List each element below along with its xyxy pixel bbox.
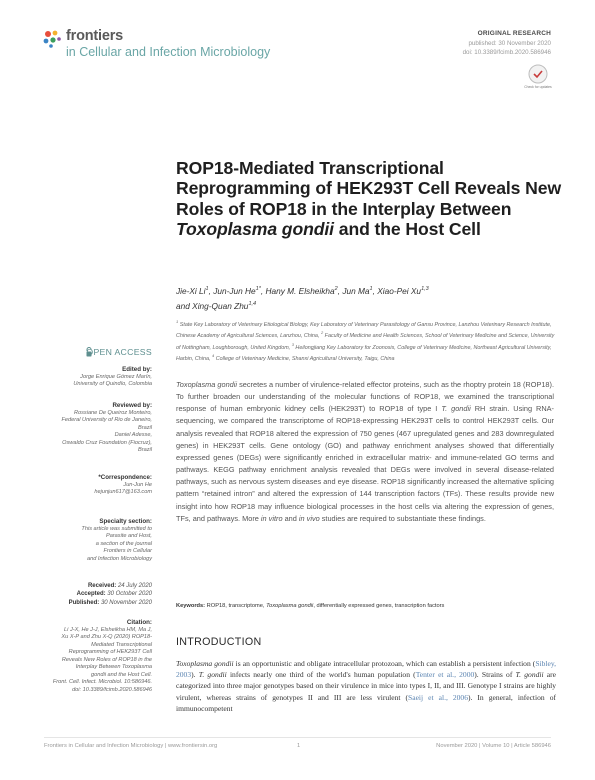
abstract-species: Toxoplasma gondii xyxy=(176,380,238,389)
abstract xyxy=(176,379,554,525)
footer-journal[interactable]: Frontiers in Cellular and Infection Microbiology | www.frontiersin.org xyxy=(44,743,218,749)
frontiers-logo-icon xyxy=(42,28,64,50)
abstract-text: studies are required to substantiate these findings. xyxy=(319,513,486,523)
check-updates-icon xyxy=(525,63,551,94)
author-name[interactable]: Jun-Jun He xyxy=(213,285,256,296)
citation-block xyxy=(44,619,152,694)
author-affil: 1 xyxy=(205,286,209,292)
introduction-heading: INTRODUCTION xyxy=(176,636,262,648)
reviewer-line: Brazil xyxy=(138,424,152,431)
editor-line: University of Quindío, Colombia xyxy=(73,381,152,387)
affiliation: State Key Laboratory of Veterinary Etiological Biology, Key Laboratory of Veterinary Parasitology of Gansu Province, Lanzhou Veterinary Research Institute, Chinese Academy of Agricultural Sciences, Lanzhou, China, xyxy=(176,321,552,340)
citation-link[interactable]: Sibley, 2003 xyxy=(176,659,556,680)
reviewer-line: Daniel Adesse, xyxy=(114,432,152,438)
intro-species: T. gondii xyxy=(198,670,227,680)
footer-issue: November 2020 | Volume 10 | Article 586946 xyxy=(436,743,551,749)
received-label: Received: xyxy=(87,583,117,589)
affiliations xyxy=(176,318,556,364)
abstract-term: in vivo xyxy=(298,513,320,523)
brand-name: frontiers xyxy=(66,28,124,44)
citation-line: gondii and the Host Cell. xyxy=(91,671,152,678)
author-affil: 1 xyxy=(369,286,373,292)
intro-text: ). xyxy=(191,670,199,680)
received-date: 24 July 2020 xyxy=(117,583,152,589)
accepted-label: Accepted: xyxy=(76,591,106,598)
page-number: 1 xyxy=(297,743,301,749)
affil-number: 3 xyxy=(291,341,294,347)
citation-link[interactable]: Saeij et al., 2006 xyxy=(408,692,468,702)
doi-link[interactable]: doi: 10.3389/fcimb.2020.586946 xyxy=(462,49,551,56)
accepted-date: 30 October 2020 xyxy=(107,591,152,598)
specialty-block xyxy=(44,518,152,563)
title-species: Toxoplasma gondii xyxy=(176,219,334,240)
specialty-line: and Infection Microbiology xyxy=(87,555,152,562)
citation-line: Li J-X, He J-J, Elsheikha HM, Ma J, xyxy=(64,626,152,633)
intro-species: Toxoplasma gondii xyxy=(176,659,234,668)
author-affil: 1* xyxy=(255,286,261,292)
specialty-line: Frontiers in Cellular xyxy=(103,548,152,554)
correspondence-label: *Correspondence: xyxy=(98,474,152,481)
abstract-species: T. gondii xyxy=(441,404,471,414)
published-date-side: 30 November 2020 xyxy=(100,599,152,606)
intro-text: are categorized into three major genotypes based on their virulence in mice into types I, II, and III. Genotype I strains are highly virulent, whereas strains of genotypes II and III are less virulent ( xyxy=(176,670,557,702)
reviewed-by-block xyxy=(44,402,152,455)
title-part-2: and the Host Cell xyxy=(333,219,481,240)
reviewer-line: Brazil xyxy=(138,447,152,453)
author-affil: 2 xyxy=(334,286,338,292)
citation-line: Mediated Transcriptional xyxy=(91,641,152,648)
footer-divider xyxy=(44,737,551,738)
intro-text: ). Strains of xyxy=(474,670,516,680)
affiliation: Faculty of Medicine and Health Sciences, School of Veterinary Medicine and Science, University of Nottingham, Loughborough, United Kingdom, xyxy=(176,333,555,351)
journal-name: in Cellular and Infection Microbiology xyxy=(66,45,271,59)
citation-label: Citation: xyxy=(126,619,152,626)
citation-line: Interplay Between Toxoplasma xyxy=(75,664,152,670)
author-name[interactable]: Jie-Xi Li xyxy=(176,285,206,296)
correspondence-block xyxy=(44,474,152,497)
keywords-text: , differentially expressed genes, transcription factors xyxy=(313,603,445,609)
introduction-body xyxy=(176,658,556,714)
author-affil: 1,3 xyxy=(421,286,429,292)
author-name[interactable]: Xiao-Pei Xu xyxy=(377,285,422,296)
keywords-text: ROP18, transcriptome, xyxy=(205,603,267,609)
edited-by-label: Edited by: xyxy=(122,366,152,373)
keywords xyxy=(176,603,556,609)
correspondence-name: Jun-Jun He xyxy=(123,481,152,488)
editor-line: Jorge Enrique Gómez Marín, xyxy=(80,373,152,380)
affil-number: 1 xyxy=(176,319,179,324)
citation-line: Xu X-P and Zhu X-Q (2020) ROP18- xyxy=(61,634,152,640)
intro-text: is an opportunistic and obligate intracellular protozoan, which can establish a persistent infection ( xyxy=(233,659,536,668)
specialty-line: Parasite and Host, xyxy=(105,533,152,539)
citation-link[interactable]: Tenter et al., 2000 xyxy=(415,670,475,680)
keywords-species: Toxoplasma gondii xyxy=(266,603,314,609)
badge-label: Check for updates xyxy=(524,85,552,89)
abstract-term: in vitro xyxy=(260,513,283,523)
citation-line[interactable]: doi: 10.3389/fcimb.2020.586946 xyxy=(72,686,152,693)
reviewer-line: Oswaldo Cruz Foundation (Fiocruz), xyxy=(62,439,152,446)
article-title xyxy=(176,158,566,240)
edited-by-block xyxy=(44,366,152,389)
article-type: ORIGINAL RESEARCH xyxy=(477,30,551,37)
specialty-label: Specialty section: xyxy=(99,518,152,525)
correspondence-email[interactable]: hejunjun617@163.com xyxy=(94,489,152,495)
abstract-text: RH strain. Using RNA-sequencing, we compared the transcriptome of ROP18-expressing HEK293T cells to control HEK293T cells. Our analysis revealed that ROP18 altered the expression of 750 genes (467 upregulated genes and 283 downregulated genes) in HEK293T cells. Gene ontology (GO) and pathway enrichment analyses showed that differentially expressed genes (DEGs) were significantly enriched in extracellular matrix- and immune-related GO terms and pathways. KEGG pathway enrichment analysis revealed that DEGs were involved in several disease-related pathways, such as nervous system diseases and eye disease. ROP18 significantly increased the alternative splicing pattern “retained intron” and altered the expression of 144 transcription factors (TFs). These results provide new insight into how ROP18 may influence biological processes in the host cells via altering the expression of genes, TFs, and pathways. More xyxy=(176,404,554,523)
citation-line: Front. Cell. Infect. Microbiol. 10:586946. xyxy=(52,679,152,685)
author-list: Jie-Xi Li$^1$, Jun-Jun $He^{1*}$, Hany M. Elsheikha$^2$, Jun Ma$^1$, Xiao-Pei Xu$^{1,3}$ and Xing-Quan Zhu$^{1,4}$ xyxy=(176,285,429,312)
reviewed-by-label: Reviewed by: xyxy=(112,402,152,409)
author-affil: 1,4 xyxy=(248,301,257,308)
abstract-text: and xyxy=(282,513,299,523)
intro-text: infects nearly one third of the world's human population ( xyxy=(226,670,416,680)
published-date: published: 30 November 2020 xyxy=(468,40,551,47)
check-for-updates-badge[interactable] xyxy=(525,63,551,94)
affil-number: 2 xyxy=(320,330,324,336)
dates-block xyxy=(44,582,152,607)
reviewer-line: Rossiane De Queiroz Monteiro, xyxy=(73,409,152,416)
keywords-label: Keywords: xyxy=(176,603,206,609)
intro-species: T. gondii xyxy=(515,670,544,680)
title-part-1: ROP18-Mediated Transcriptional Reprogramming of HEK293T Cell Reveals New Roles of ROP18 in the Interplay Between xyxy=(176,158,562,219)
reviewer-line: Federal University of Rio de Janeiro, xyxy=(61,417,152,423)
author-name[interactable]: Xing-Quan Zhu xyxy=(192,301,249,312)
author-name[interactable]: Jun Ma xyxy=(342,285,370,296)
intro-text: ). In general, infection of immunocompetent xyxy=(176,692,556,713)
affiliation: College of Veterinary Medicine, Shanxi Agricultural University, Taigu, China xyxy=(215,355,395,362)
open-access-label: OPEN ACCESS xyxy=(86,347,152,357)
specialty-line: a section of the journal xyxy=(95,540,152,547)
citation-line: Reprogramming of HEK293T Cell xyxy=(68,649,152,655)
abstract-text: secretes a number of virulence-related effector proteins, such as the rhoptry protein 18 (ROP18). To further broaden our understanding of the molecular functions of ROP18, we examined the transcriptional response of human embryonic kidney cells (HEK293T) to ROP18 of type I xyxy=(176,380,555,414)
specialty-line: This article was submitted to xyxy=(81,525,152,532)
citation-line: Reveals New Roles of ROP18 in the xyxy=(61,656,152,663)
published-label: Published: xyxy=(68,599,100,606)
affiliation: Heilongjiang Key Laboratory for Zoonosis, College of Veterinary Medicine, Northeast Agricultural University, Harbin, China, xyxy=(176,344,552,362)
affil-number: 4 xyxy=(211,353,215,359)
author-name[interactable]: Hany M. Elsheikha xyxy=(265,285,335,296)
